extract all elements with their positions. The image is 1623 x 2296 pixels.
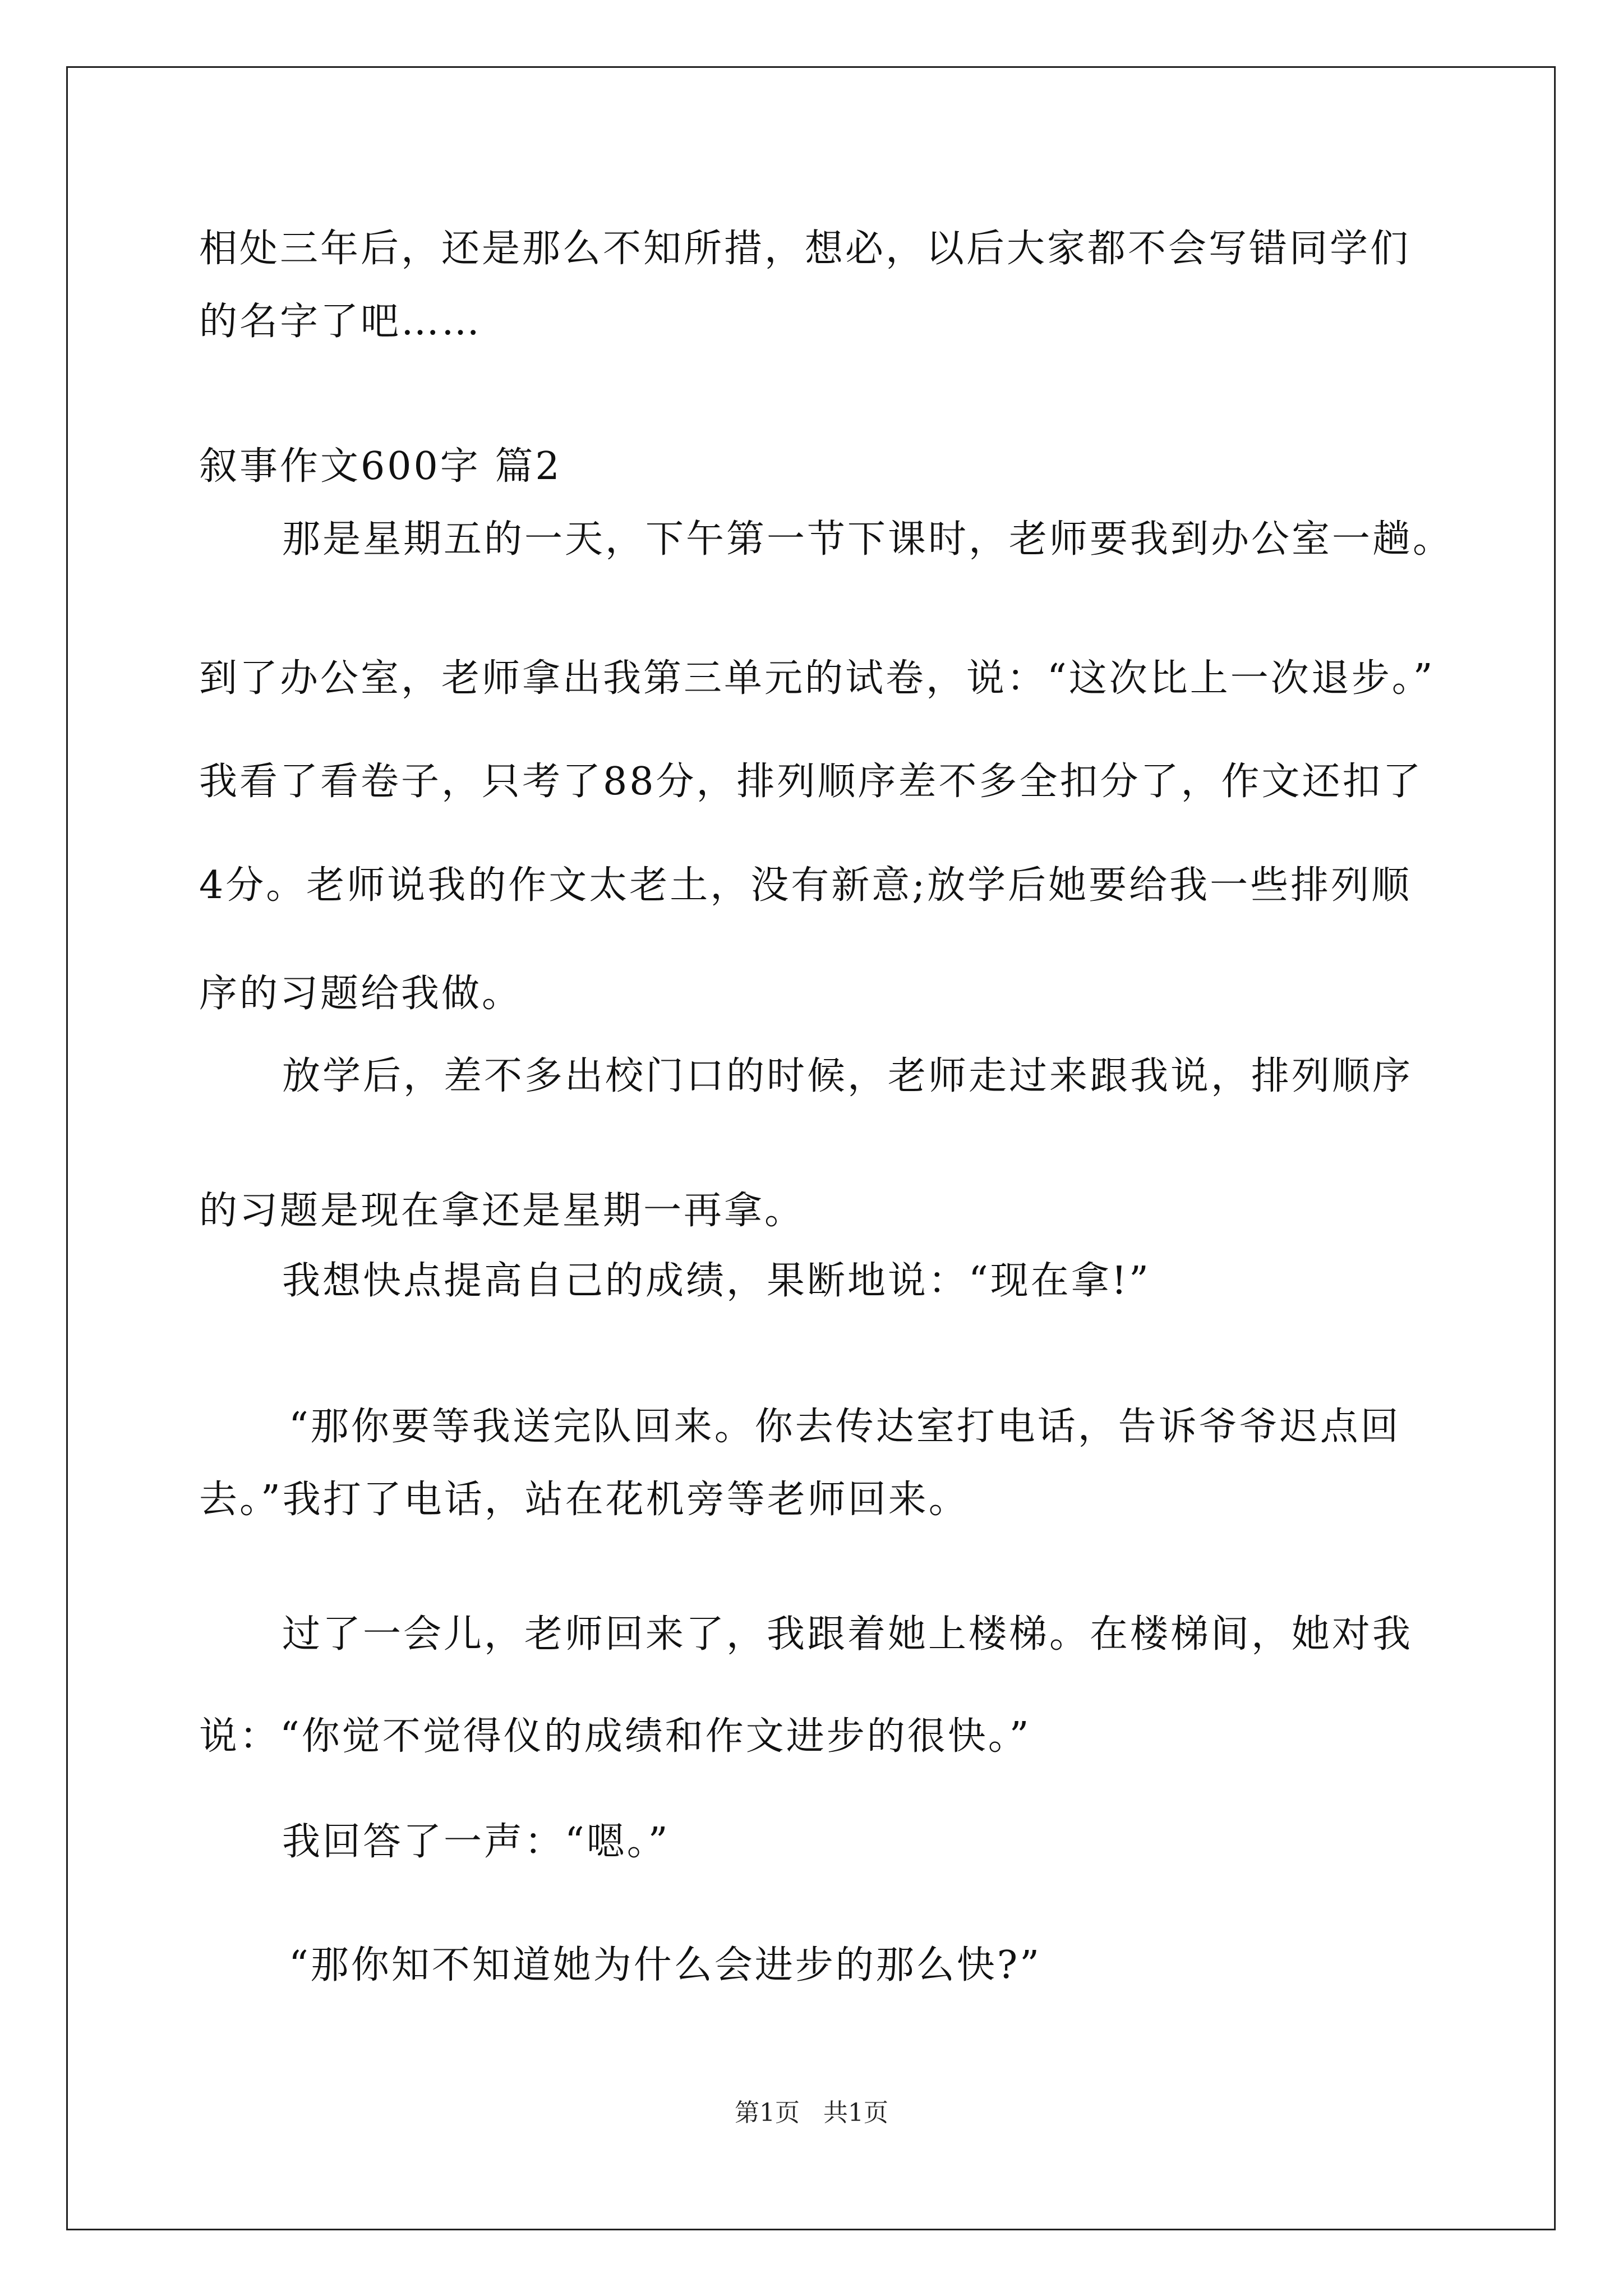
page-number-footer: 第1页 共1页 xyxy=(735,2099,888,2127)
paragraph-line: 的习题是现在拿还是星期一再拿。 xyxy=(199,1189,805,1233)
paragraph-line: 我看了看卷子，只考了88分，排列顺序差不多全扣分了，作文还扣了 xyxy=(199,760,1423,804)
paragraph-line: 去。”我打了电话，站在花机旁等老师回来。 xyxy=(199,1478,969,1522)
paragraph-line: 放学后，差不多出校门口的时候，老师走过来跟我说，排列顺序 xyxy=(282,1054,1413,1098)
page-border xyxy=(66,66,1556,2230)
paragraph-line: 相处三年后，还是那么不知所措，想必，以后大家都不会写错同学们 xyxy=(199,227,1411,271)
paragraph-line: 到了办公室，老师拿出我第三单元的试卷，说：“这次比上一次退步。” xyxy=(199,656,1435,701)
paragraph-line: 说：“你觉不觉得仪的成绩和作文进步的很快。” xyxy=(199,1714,1031,1759)
paragraph-line: 4分。老师说我的作文太老土，没有新意;放学后她要给我一些排列顺 xyxy=(199,863,1412,908)
paragraph-line: 序的习题给我做。 xyxy=(199,972,523,1016)
paragraph-line: “那你要等我送完队回来。你去传达室打电话，告诉爷爷迟点回 xyxy=(289,1405,1401,1449)
paragraph-line: “那你知不知道她为什么会进步的那么快?” xyxy=(289,1943,1041,1987)
paragraph-line: 我想快点提高自己的成绩，果断地说：“现在拿!” xyxy=(282,1259,1151,1303)
paragraph-line: 那是星期五的一天，下午第一节下课时，老师要我到办公室一趟。 xyxy=(282,517,1454,562)
paragraph-line: 的名字了吧…… xyxy=(199,300,482,344)
section-heading: 叙事作文600字 篇2 xyxy=(199,444,562,489)
paragraph-line: 过了一会儿，老师回来了，我跟着她上楼梯。在楼梯间，她对我 xyxy=(282,1612,1413,1657)
paragraph-line: 我回答了一声：“嗯。” xyxy=(282,1820,670,1864)
